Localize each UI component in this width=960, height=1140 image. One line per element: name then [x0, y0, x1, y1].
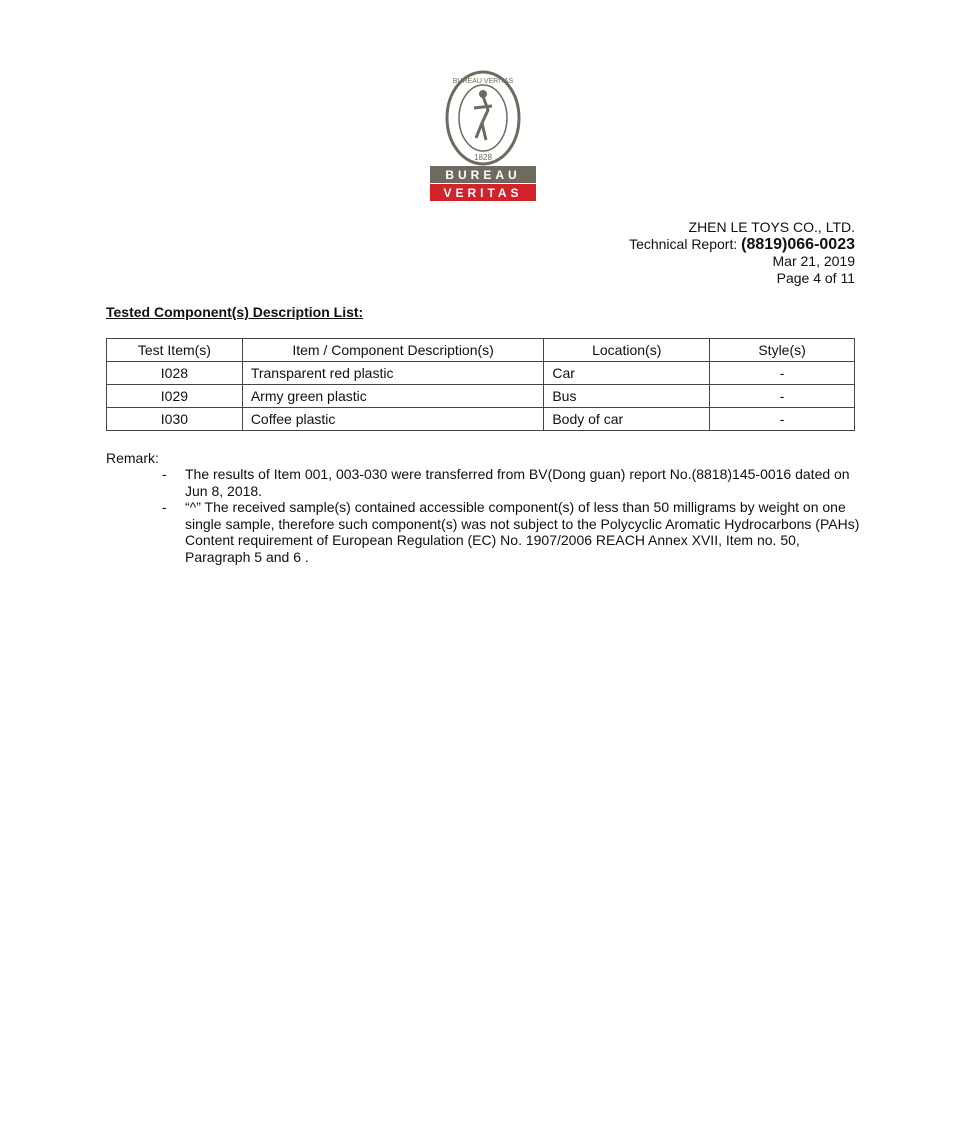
cell-test-item: I030	[107, 408, 243, 431]
col-header-location: Location(s)	[544, 339, 710, 362]
table-row	[107, 385, 855, 408]
cell-description: Coffee plastic	[242, 408, 544, 431]
report-number: (8819)066-0023	[741, 236, 855, 253]
col-header-test-item: Test Item(s)	[107, 339, 243, 362]
remark-text: “^” The received sample(s) contained accessible component(s) of less than 50 milligrams by weight on one single sample, therefore such component(s) was not subject to the Polycyclic Aromatic Hydrocarbons (PAHs) Content requirement of European Regulation (EC) No. 1907/2006 REACH Annex XVII, Item no. 50, Paragraph 5 and 6 .	[185, 499, 860, 565]
col-header-style: Style(s)	[710, 339, 855, 362]
remark-label: Remark:	[106, 450, 159, 466]
cell-description: Transparent red plastic	[242, 362, 544, 385]
cell-style: -	[710, 385, 855, 408]
cell-location: Car	[544, 362, 710, 385]
remark-text: The results of Item 001, 003-030 were transferred from BV(Dong guan) report No.(8818)145-0016 dated on Jun 8, 2018.	[185, 466, 850, 499]
company-name: ZHEN LE TOYS CO., LTD.	[688, 219, 855, 235]
cell-style: -	[710, 362, 855, 385]
logo-year: 1828	[474, 153, 492, 162]
col-header-description: Item / Component Description(s)	[242, 339, 544, 362]
bullet-dash: -	[162, 466, 167, 482]
section-title: Tested Component(s) Description List:	[106, 304, 364, 320]
report-date: Mar 21, 2019	[772, 253, 855, 269]
bullet-dash: -	[162, 499, 167, 515]
report-header	[629, 219, 855, 287]
table-row	[107, 408, 855, 431]
page-number: Page 4 of 11	[776, 270, 855, 286]
report-label: Technical Report:	[629, 236, 742, 252]
remark-list	[160, 466, 860, 565]
cell-test-item: I029	[107, 385, 243, 408]
table-row	[107, 362, 855, 385]
table-header-row	[107, 339, 855, 362]
technical-report-line	[629, 236, 855, 253]
logo-ring-text: BUREAU VERITAS	[452, 78, 514, 85]
cell-location: Bus	[544, 385, 710, 408]
logo-line1: BUREAU	[445, 168, 521, 182]
cell-style: -	[710, 408, 855, 431]
list-item	[160, 466, 860, 499]
logo-line2: VERITAS	[443, 186, 523, 200]
cell-test-item: I028	[107, 362, 243, 385]
component-table	[106, 338, 855, 431]
cell-description: Army green plastic	[242, 385, 544, 408]
bureau-veritas-logo	[430, 68, 536, 202]
cell-location: Body of car	[544, 408, 710, 431]
list-item	[160, 499, 860, 565]
